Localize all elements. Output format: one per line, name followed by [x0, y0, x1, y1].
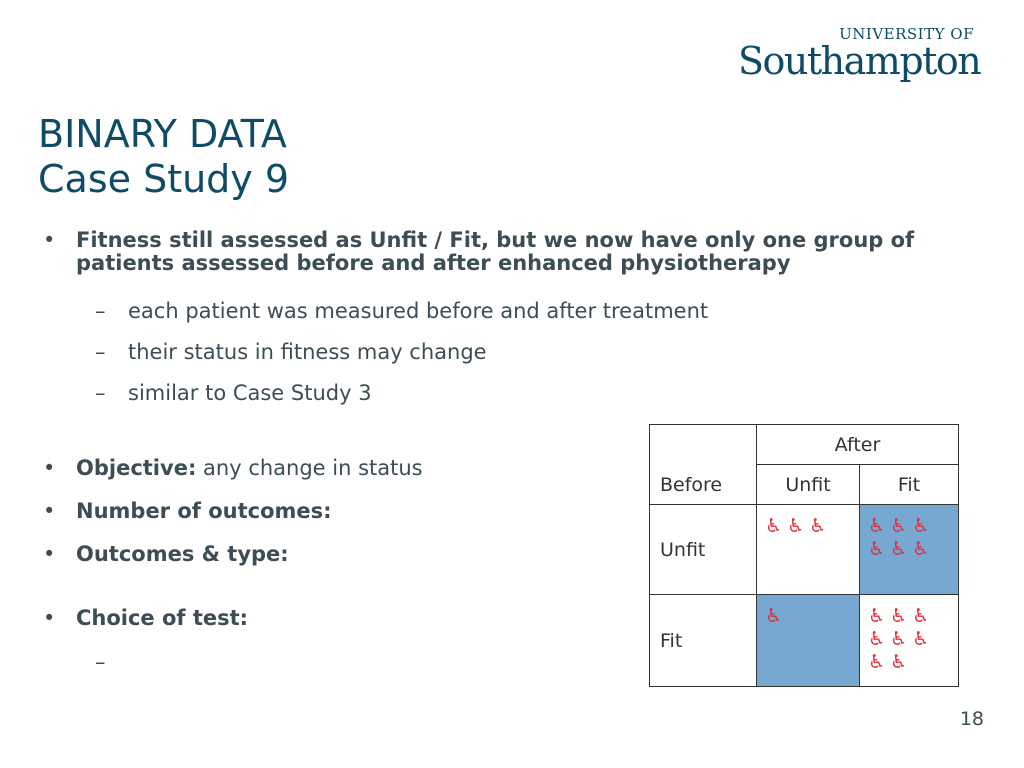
row-header-unfit: Unfit — [650, 505, 757, 595]
dash-symbol: – — [95, 340, 106, 364]
wheelchair-icon: ♿ — [787, 515, 805, 537]
before-label: Before — [660, 474, 723, 496]
wheelchair-icon: ♿ — [890, 605, 908, 627]
wheelchair-icon: ♿ — [868, 538, 886, 560]
choice-of-test-bullet — [38, 606, 598, 630]
wheelchair-icon: ♿ — [912, 628, 930, 650]
title-line1: BINARY DATA — [38, 112, 287, 156]
bullet-main-text: Fitness still assessed as Unfit / Fit, but we now have only one group of patients assessed before and after enhanced physiotherapy — [76, 228, 915, 275]
wheelchair-icon: ♿ — [868, 651, 886, 673]
dash-symbol: – — [95, 381, 106, 405]
objective-label: Objective: — [76, 456, 197, 480]
university-logo — [738, 25, 981, 83]
intro-bullets — [38, 229, 998, 414]
wheelchair-icon: ♿ — [868, 628, 886, 650]
wheelchair-icon: ♿ — [912, 538, 930, 560]
after-header: After — [757, 425, 959, 465]
outcomes-type-label: Outcomes & type: — [76, 542, 289, 566]
cell-unfit-unfit — [757, 505, 860, 595]
sub-bullet-text: each patient was measured before and after treatment — [128, 299, 709, 323]
sub-bullet — [38, 332, 998, 373]
col-header-unfit: Unfit — [757, 465, 860, 505]
wheelchair-icon: ♿ — [890, 515, 908, 537]
page-number: 18 — [959, 708, 984, 730]
logo-line2: Southampton — [738, 39, 981, 83]
sub-bullets — [38, 291, 998, 414]
objective-bullet — [38, 456, 598, 480]
wheelchair-icon: ♿ — [890, 538, 908, 560]
col-header-fit: Fit — [860, 465, 959, 505]
dash-symbol: – — [95, 299, 106, 323]
before-header — [650, 425, 757, 505]
sub-bullet-text: their status in fitness may change — [128, 340, 487, 364]
cell-fit-unfit — [757, 595, 860, 687]
wheelchair-icon: ♿ — [868, 605, 886, 627]
sub-bullet-text: similar to Case Study 3 — [128, 381, 372, 405]
choice-of-test-label: Choice of test: — [76, 606, 249, 630]
wheelchair-icon: ♿ — [890, 628, 908, 650]
cell-fit-fit — [860, 595, 959, 687]
slide-title — [38, 112, 289, 202]
title-line2: Case Study 9 — [38, 157, 290, 201]
outcomes-count-label: Number of outcomes: — [76, 499, 332, 523]
bullet-symbol: • — [43, 542, 56, 566]
objective-text: any change in status — [203, 456, 423, 480]
logo-line1: UNIVERSITY OF — [839, 25, 974, 43]
sub-bullet — [38, 291, 998, 332]
wheelchair-icon: ♿ — [809, 515, 827, 537]
wheelchair-icon: ♿ — [912, 605, 930, 627]
sub-bullet — [38, 373, 998, 414]
outcomes-count-bullet — [38, 499, 598, 523]
bullet-symbol: • — [43, 228, 56, 252]
wheelchair-icon: ♿ — [868, 515, 886, 537]
wheelchair-icon: ♿ — [765, 515, 783, 537]
empty-sub-bullet: – — [95, 650, 106, 674]
bullet-symbol: • — [43, 606, 56, 630]
bullet-symbol: • — [43, 456, 56, 480]
wheelchair-icon: ♿ — [890, 651, 908, 673]
wheelchair-icon: ♿ — [912, 515, 930, 537]
bullet-symbol: • — [43, 499, 56, 523]
row-header-fit: Fit — [650, 595, 757, 687]
contingency-table — [649, 424, 959, 687]
outcomes-type-bullet — [38, 542, 598, 566]
cell-unfit-fit — [860, 505, 959, 595]
bullet-main — [38, 229, 998, 275]
wheelchair-icon: ♿ — [765, 605, 783, 627]
